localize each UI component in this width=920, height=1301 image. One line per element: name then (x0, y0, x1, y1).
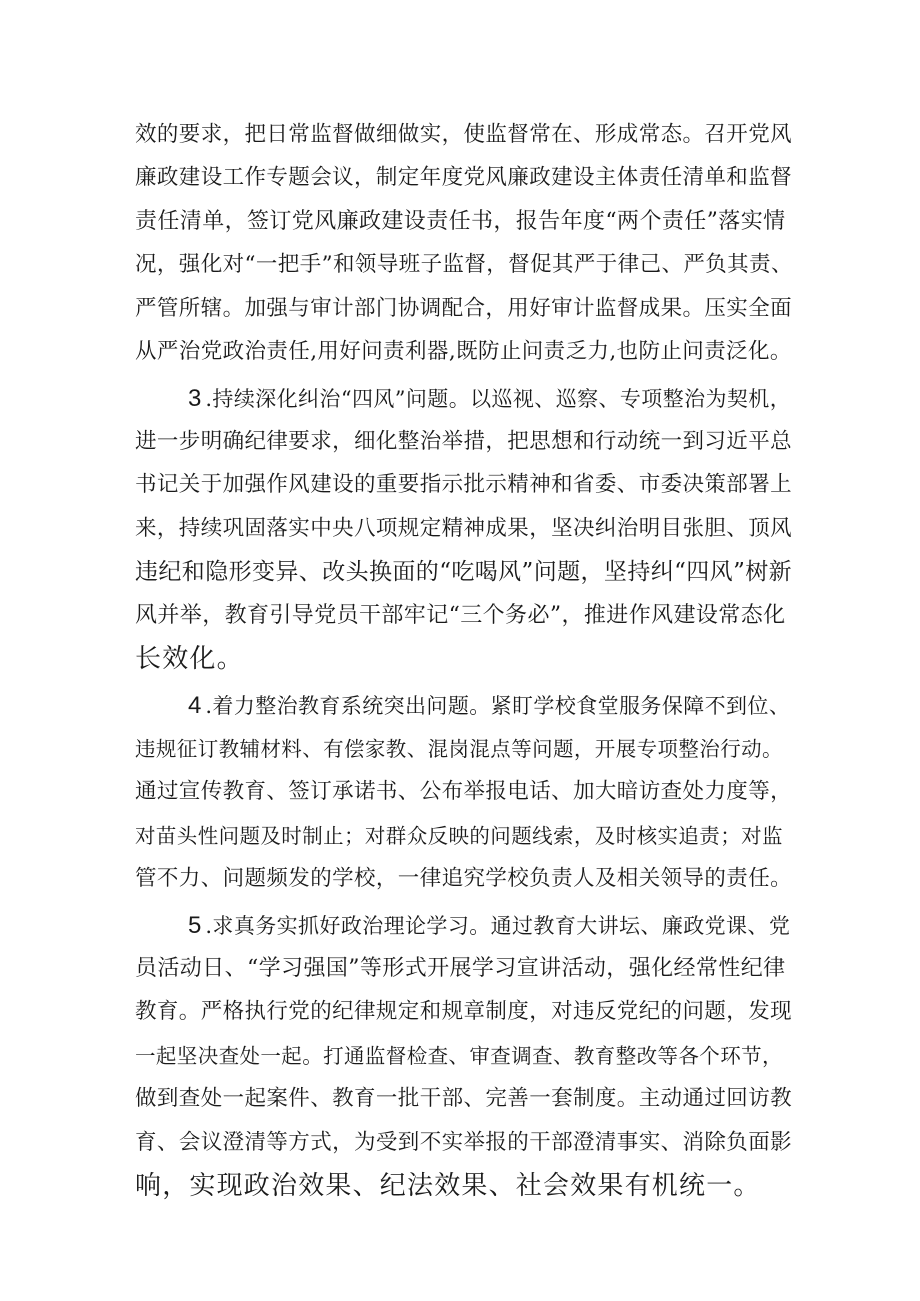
body-text-line: 廉政建设工作专题会议，制定年度党风廉政建设主体责任清单和监督 (135, 165, 793, 190)
numbered-paragraph-first-line (188, 377, 795, 421)
body-text-line: 做到查处一起案件、教育一批干部、完善一套制度。主动通过回访教 (135, 1086, 793, 1111)
body-text-line: 严管所辖。加强与审计部门协调配合，用好审计监督成果。压实全面 (135, 296, 793, 321)
body-text-line: 育、会议澄清等方式，为受到不实举报的干部澄清事实、消除负面影 (135, 1130, 793, 1155)
body-text-line: 对苗头性问题及时制止；对群众反映的问题线索，及时核实追责；对监 (135, 824, 783, 848)
body-text-line: 教育。严格执行党的纪律规定和规章制度，对违反党纪的问题，发现 (135, 999, 793, 1024)
body-text-line: 效的要求，把日常监督做细做实，使监督常在、形成常态。召开党风 (135, 122, 793, 147)
body-text-line: 风并举，教育引导党员干部牢记“三个务必”，推进作风建设常态化 (135, 603, 786, 628)
body-text-line: 长效化。 (135, 644, 244, 674)
paragraph-number: 4 (188, 692, 202, 719)
body-text-line: 响，实现政治效果、纪法效果、社会效果有机统一。 (135, 1171, 761, 1201)
numbered-paragraph-first-line (188, 904, 795, 948)
paragraph-number: 3 (188, 385, 202, 412)
body-text-line: 管不力、问题频发的学校，一律追究学校负责人及相关领导的责任。 (135, 866, 793, 891)
body-text: .着力整治教育系统突出问题。紧盯学校食堂服务保障不到位、 (205, 694, 791, 718)
body-text: .求真务实抓好政治理论学习。通过教育大讲坛、廉政党课、党 (205, 914, 791, 938)
body-text-line: 进一步明确纪律要求，细化整治举措，把思想和行动统一到习近平总 (135, 429, 793, 454)
body-text-line: 一起坚决查处一起。打通监督检查、审查调查、教育整改等各个环节， (135, 1044, 783, 1068)
body-text-line: 责任清单，签订党风廉政建设责任书，报告年度“两个责任”落实情 (135, 209, 786, 234)
body-text-line: 况，强化对“一把手”和领导班子监督，督促其严于律己、严负其责、 (135, 252, 793, 277)
body-text-line: 违纪和隐形变异、改头换面的“吃喝风”问题，坚持纠“四风”树新 (135, 559, 793, 585)
body-text-line: 来，持续巩固落实中央八项规定精神成果，坚决纠治明目张胆、顶风 (135, 516, 793, 541)
paragraph-number: 5 (188, 912, 202, 939)
body-text-line: 员活动日、“学习强国”等形式开展学习宣讲活动，强化经常性纪律 (135, 956, 786, 981)
body-text-line: 通过宣传教育、签订承诺书、公布举报电话、加大暗访查处力度等， (135, 779, 793, 804)
body-text-line: 违规征订教辅材料、有偿家教、混岗混点等问题，开展专项整治行动。 (135, 737, 783, 761)
body-text-line: 从严治党政治责任,用好问责利器,既防止问责乏力,也防止问责泛化。 (135, 339, 792, 364)
body-text-line: 书记关于加强作风建设的重要指示批示精神和省委、市委决策部署上 (135, 472, 793, 497)
numbered-paragraph-first-line (188, 684, 795, 728)
body-text: .持续深化纠治“四风”问题。以巡视、巡察、专项整治为契机， (205, 387, 792, 411)
